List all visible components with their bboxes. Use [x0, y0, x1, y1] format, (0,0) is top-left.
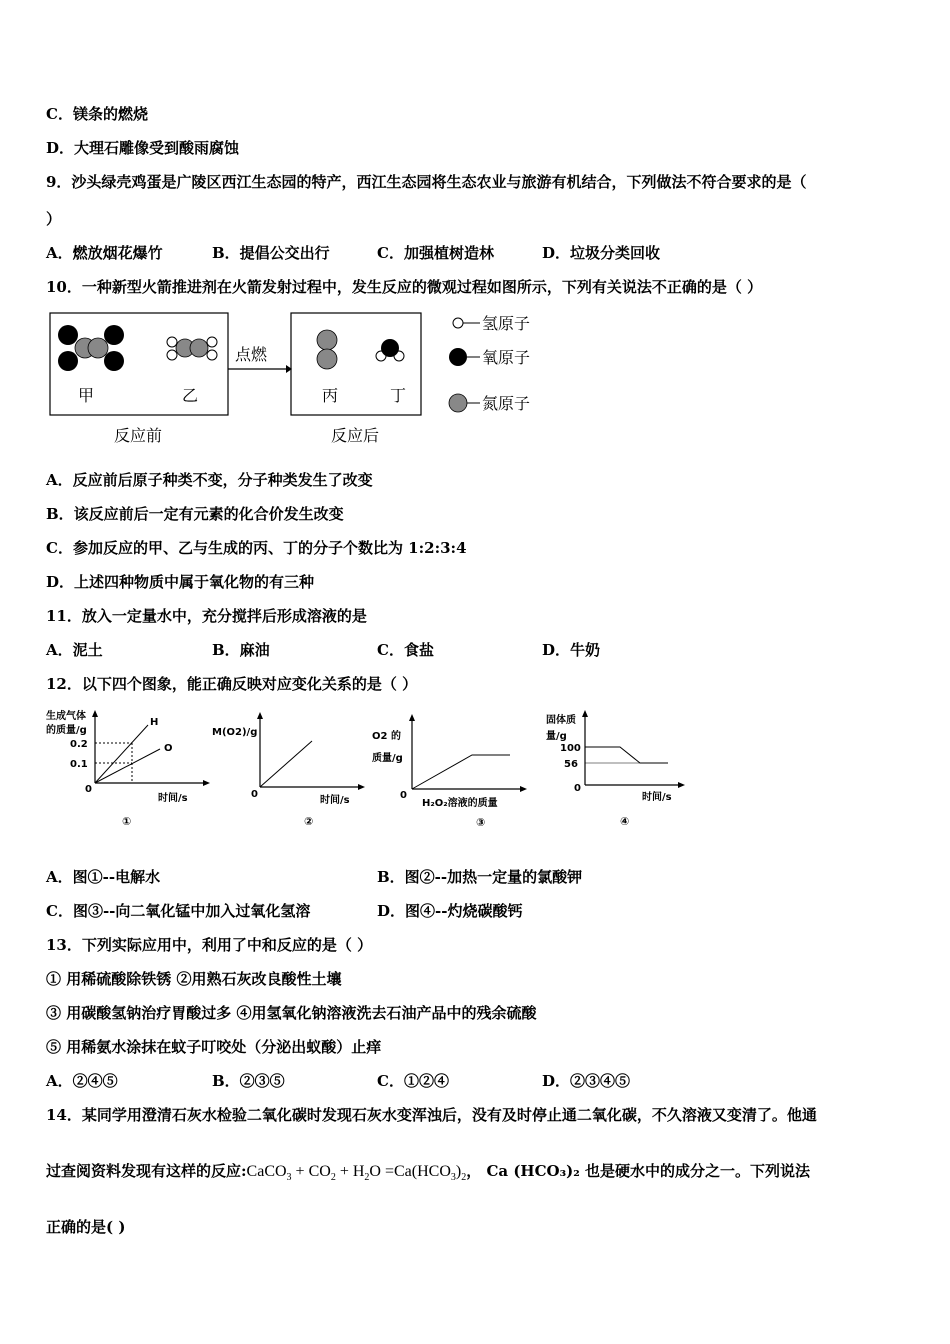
svg-text:0: 0 [85, 784, 92, 795]
svg-text:氧原子: 氧原子 [482, 348, 531, 367]
label-after: 反应后 [331, 426, 380, 445]
svg-text:O2 的: O2 的 [372, 731, 401, 742]
label-bing: 丙 [322, 386, 339, 405]
legend-nitrogen [449, 394, 530, 413]
question-10: 10．一种新型火箭推进剂在火箭发射过程中，发生反应的微观过程如图所示，下列有关说法不正确的是（ ） [46, 278, 763, 296]
svg-text:时间/s: 时间/s [320, 795, 350, 806]
svg-text:56: 56 [564, 759, 578, 770]
q12-option-d: D．图④--灼烧碳酸钙 [377, 902, 523, 920]
q12-option-b: B．图②--加热一定量的氯酸钾 [377, 868, 583, 886]
svg-text:①: ① [122, 815, 132, 828]
graphs-row [40, 705, 700, 835]
question-12: 12．以下四个图象，能正确反映对应变化关系的是（ ） [46, 675, 418, 693]
reaction-diagram [40, 305, 560, 455]
svg-text:②: ② [304, 815, 314, 828]
svg-text:③: ③ [476, 816, 486, 829]
svg-text:的质量/g: 的质量/g [46, 725, 87, 736]
molecule-ding [376, 339, 404, 361]
q14-text-after: ， Ca (HCO₃)₂ 也是硬水中的成分之一。下列说法 [466, 1162, 811, 1180]
svg-text:O: O [164, 743, 173, 754]
svg-text:量/g: 量/g [546, 731, 567, 742]
graph-3 [372, 714, 527, 829]
question-13: 13．下列实际应用中，利用了中和反应的是（ ） [46, 936, 373, 954]
question-14-line-2 [46, 1160, 810, 1183]
svg-text:时间/s: 时间/s [642, 792, 672, 803]
q8-option-d: D．大理石雕像受到酸雨腐蚀 [46, 139, 240, 157]
q11-option-d: D．牛奶 [542, 641, 601, 659]
q9-option-d: D．垃圾分类回收 [542, 244, 661, 262]
reaction-equation: CaCO$_3$ + $CO_2 + H_2O =Ca(HCO_3)_2$ [246, 1163, 467, 1184]
svg-text:固体质: 固体质 [546, 715, 576, 726]
svg-text:H₂O₂溶液的质量: H₂O₂溶液的质量 [422, 798, 498, 809]
svg-text:0: 0 [400, 790, 407, 801]
svg-text:生成气体: 生成气体 [46, 711, 86, 722]
q9-option-a: A．燃放烟花爆竹 [46, 244, 163, 262]
svg-text:0.1: 0.1 [70, 759, 88, 770]
label-ding: 丁 [390, 386, 407, 405]
svg-text:M(O2)/g: M(O2)/g [212, 727, 258, 738]
svg-text:0.2: 0.2 [70, 739, 88, 750]
q9-option-b: B．提倡公交出行 [212, 244, 330, 262]
svg-text:0: 0 [574, 783, 581, 794]
label-before: 反应前 [114, 426, 163, 445]
question-9: 9．沙头绿壳鸡蛋是广陵区西江生态园的特产，西江生态园将生态农业与旅游有机结合，下列做法不符合要求的是（ [46, 173, 807, 191]
graph-4 [546, 710, 685, 828]
graph-1 [46, 709, 210, 828]
q13-item-line-3: ⑤ 用稀氨水涂抹在蚊子叮咬处（分泌出蚁酸）止痒 [46, 1038, 382, 1056]
legend-oxygen [449, 348, 530, 367]
svg-text:100: 100 [560, 743, 581, 754]
question-14: 14．某同学用澄清石灰水检验二氧化碳时发现石灰水变浑浊后，没有及时停止通二氧化碳，不久溶液又变清了。他通 [46, 1106, 817, 1124]
q11-option-a: A．泥土 [46, 641, 103, 659]
molecule-yi [167, 337, 217, 360]
q13-item-line-1: ① 用稀硫酸除铁锈 ②用熟石灰改良酸性土壤 [46, 970, 342, 988]
q10-option-b: B．该反应前后一定有元素的化合价发生改变 [46, 505, 344, 523]
q10-option-a: A．反应前后原子种类不变，分子种类发生了改变 [46, 471, 373, 489]
molecule-jia [58, 325, 124, 371]
svg-text:时间/s: 时间/s [158, 793, 188, 804]
q11-option-b: B．麻油 [212, 641, 270, 659]
q11-option-c: C．食盐 [377, 641, 434, 659]
svg-text:④: ④ [620, 815, 630, 828]
q10-option-c: C．参加反应的甲、乙与生成的丙、丁的分子个数比为 1:2:3:4 [46, 539, 467, 557]
label-jia: 甲 [78, 386, 95, 405]
q9-option-c: C．加强植树造林 [377, 244, 494, 262]
q13-option-b: B．②③⑤ [212, 1072, 285, 1090]
question-14-line-3: 正确的是( ) [46, 1218, 126, 1236]
svg-text:质量/g: 质量/g [372, 753, 403, 764]
q12-option-a: A．图①--电解水 [46, 868, 161, 886]
svg-text:氢原子: 氢原子 [482, 314, 531, 333]
q13-item-line-2: ③ 用碳酸氢钠治疗胃酸过多 ④用氢氧化钠溶液洗去石油产品中的残余硫酸 [46, 1004, 537, 1022]
question-11: 11．放入一定量水中，充分搅拌后形成溶液的是 [46, 607, 367, 625]
q14-text-before: 过查阅资料发现有这样的反应: [46, 1162, 247, 1180]
svg-text:H: H [150, 717, 159, 728]
q10-option-d: D．上述四种物质中属于氧化物的有三种 [46, 573, 315, 591]
q12-option-c: C．图③--向二氧化锰中加入过氧化氢溶 [46, 902, 311, 920]
legend-hydrogen [453, 314, 530, 333]
molecule-bing [317, 330, 337, 369]
question-9-bracket: ） [46, 210, 62, 228]
svg-text:氮原子: 氮原子 [482, 394, 531, 413]
label-yi: 乙 [182, 386, 199, 405]
q13-option-c: C．①②④ [377, 1072, 449, 1090]
arrow-label: 点燃 [235, 345, 268, 364]
q13-option-a: A．②④⑤ [46, 1072, 118, 1090]
svg-text:0: 0 [251, 789, 258, 800]
graph-2 [212, 712, 365, 828]
q8-option-c: C．镁条的燃烧 [46, 105, 148, 123]
q13-option-d: D．②③④⑤ [542, 1072, 631, 1090]
